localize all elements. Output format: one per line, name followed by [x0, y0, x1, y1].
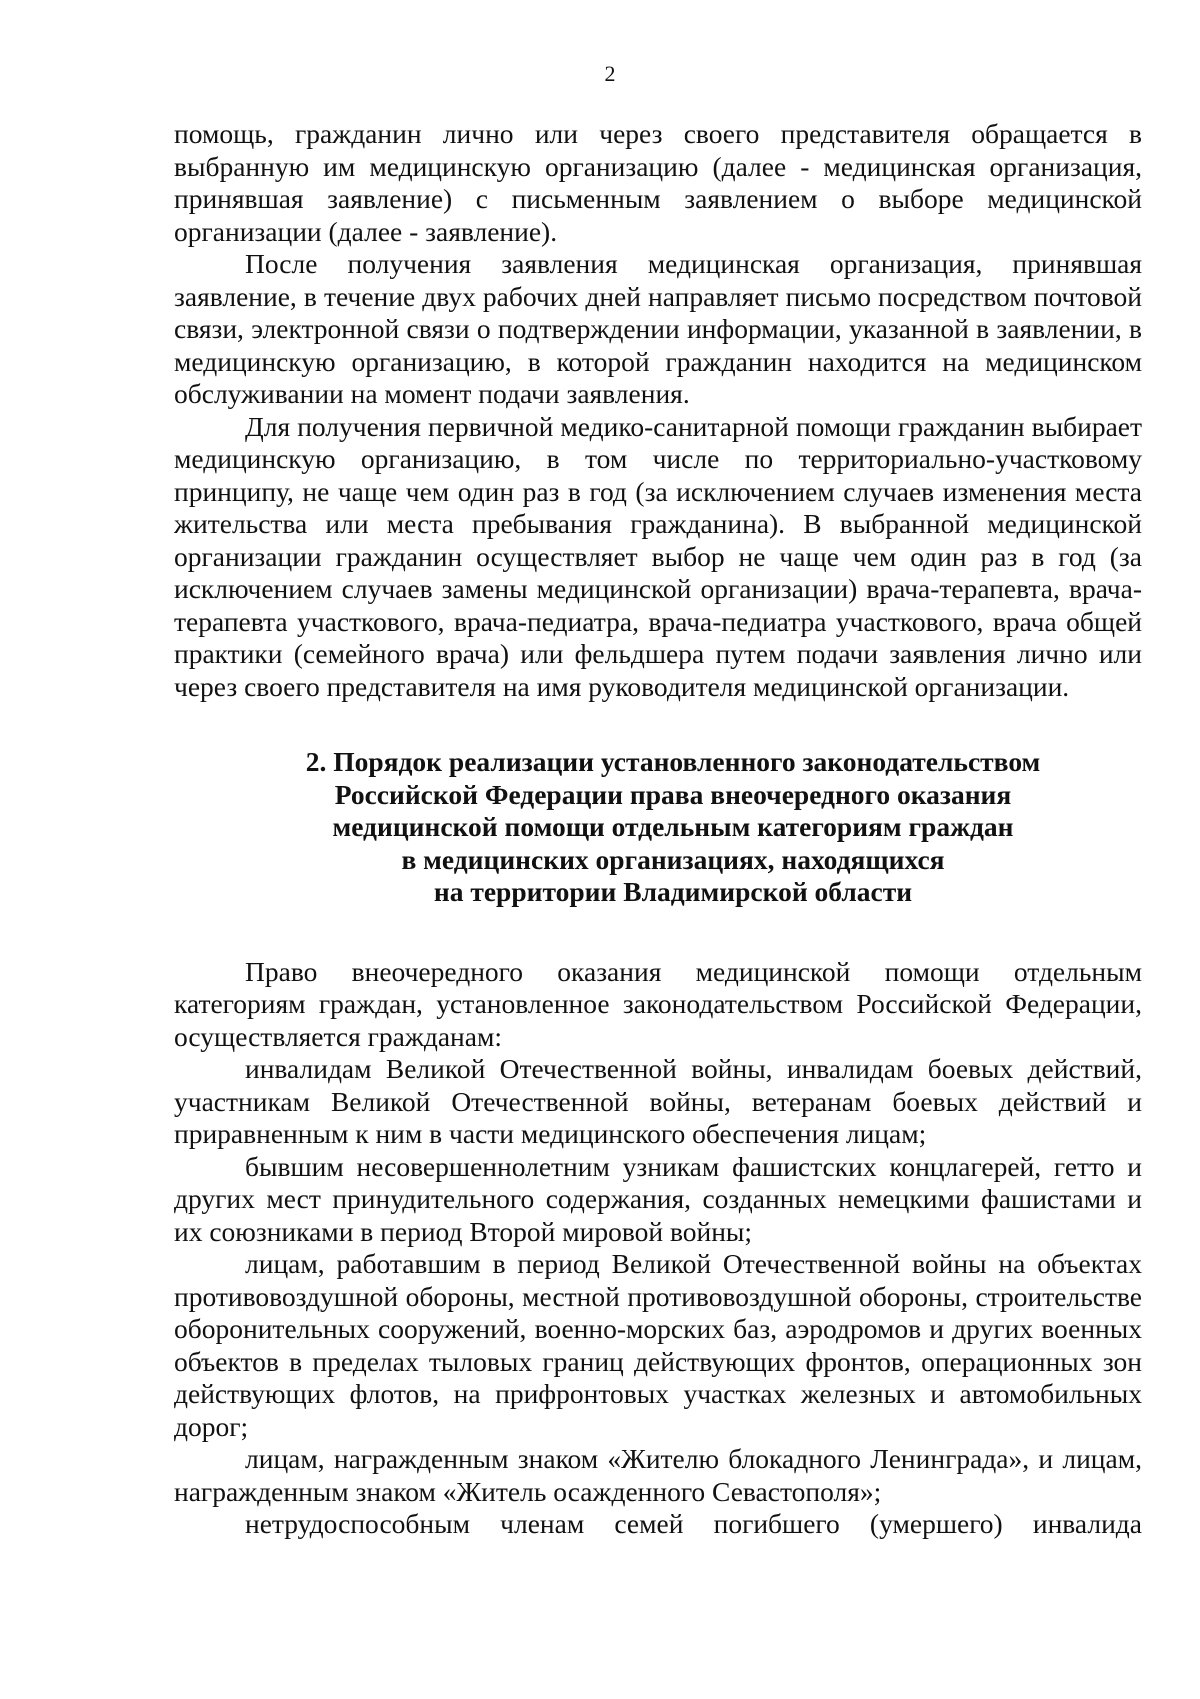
page-number: 2 [604, 61, 616, 86]
list-item-paragraph: инвалидам Великой Отечественной войны, инвалидам боевых действий, участникам Великой Отечественной войны, ветеранам боевых действий и приравненным к ним в части медицинского обеспечения лицам; [174, 1053, 1142, 1149]
paragraph: Право внеочередного оказания медицинской помощи отдельным категориям граждан, установленное законодательством Российской Федерации, осуществляется гражданам: [174, 955, 1142, 1052]
list-item-paragraph: лицам, награжденным знаком «Жителю блокадного Ленинграда», и лицам, награжденным знаком «Житель осажденного Севастополя»; [174, 1443, 1142, 1507]
paragraph: помощь, гражданин лично или через своего представителя обращается в выбранную им медицинскую организацию (далее - медицинская организация, принявшая заявление) с письменным заявлением о выборе медицинской организации (далее - заявление). [174, 118, 1142, 247]
section-heading [174, 746, 1142, 909]
section-heading-line: на территории Владимирской области [433, 876, 913, 907]
section-heading-line: 2. Порядок реализации установленного законодательством [305, 746, 1041, 777]
document-body [174, 118, 1142, 1541]
section-heading-line: в медицинских организациях, находящихся [401, 843, 945, 875]
list-item-paragraph: нетрудоспособным членам семей погибшего (умершего) инвалида [245, 1508, 1142, 1539]
section-heading-line: медицинской помощи отдельным категориям граждан [332, 811, 1014, 842]
paragraph: После получения заявления медицинская организация, принявшая заявление, в течение двух рабочих дней направляет письмо посредством почтовой связи, электронной связи о подтверждении информации, указанной в заявлении, в медицинскую организацию, в которой гражданин находится на медицинском обслуживании на момент подачи заявления. [174, 248, 1142, 409]
list-item-paragraph: лицам, работавшим в период Великой Отечественной войны на объектах противовоздушной обороны, местной противовоздушной обороны, строительстве оборонительных сооружений, военно-морских баз, аэродромов и других военных объектов в пределах тыловых границ действующих фронтов, операционных зон действующих флотов, на прифронтовых участках железных и автомобильных дорог; [174, 1248, 1142, 1442]
section-heading-line: Российской Федерации права внеочередного оказания [334, 778, 1012, 810]
list-item-paragraph: бывшим несовершеннолетним узникам фашистских концлагерей, гетто и других мест принудительного содержания, созданных немецкими фашистами и их союзниками в период Второй мировой войны; [174, 1150, 1142, 1247]
paragraph: Для получения первичной медико-санитарной помощи гражданин выбирает медицинскую организацию, в том числе по территориально-участковому принципу, не чаще чем один раз в год (за исключением случаев изменения места жительства или места пребывания гражданина). В выбранной медицинской организации гражданин осуществляет выбор не чаще чем один раз в год (за исключением случаев замены медицинской организации) врача-терапевта, врача-терапевта участкового, врача-педиатра, врача-педиатра участкового, врача общей практики (семейного врача) или фельдшера путем подачи заявления лично или через своего представителя на имя руководителя медицинской организации. [174, 410, 1142, 702]
